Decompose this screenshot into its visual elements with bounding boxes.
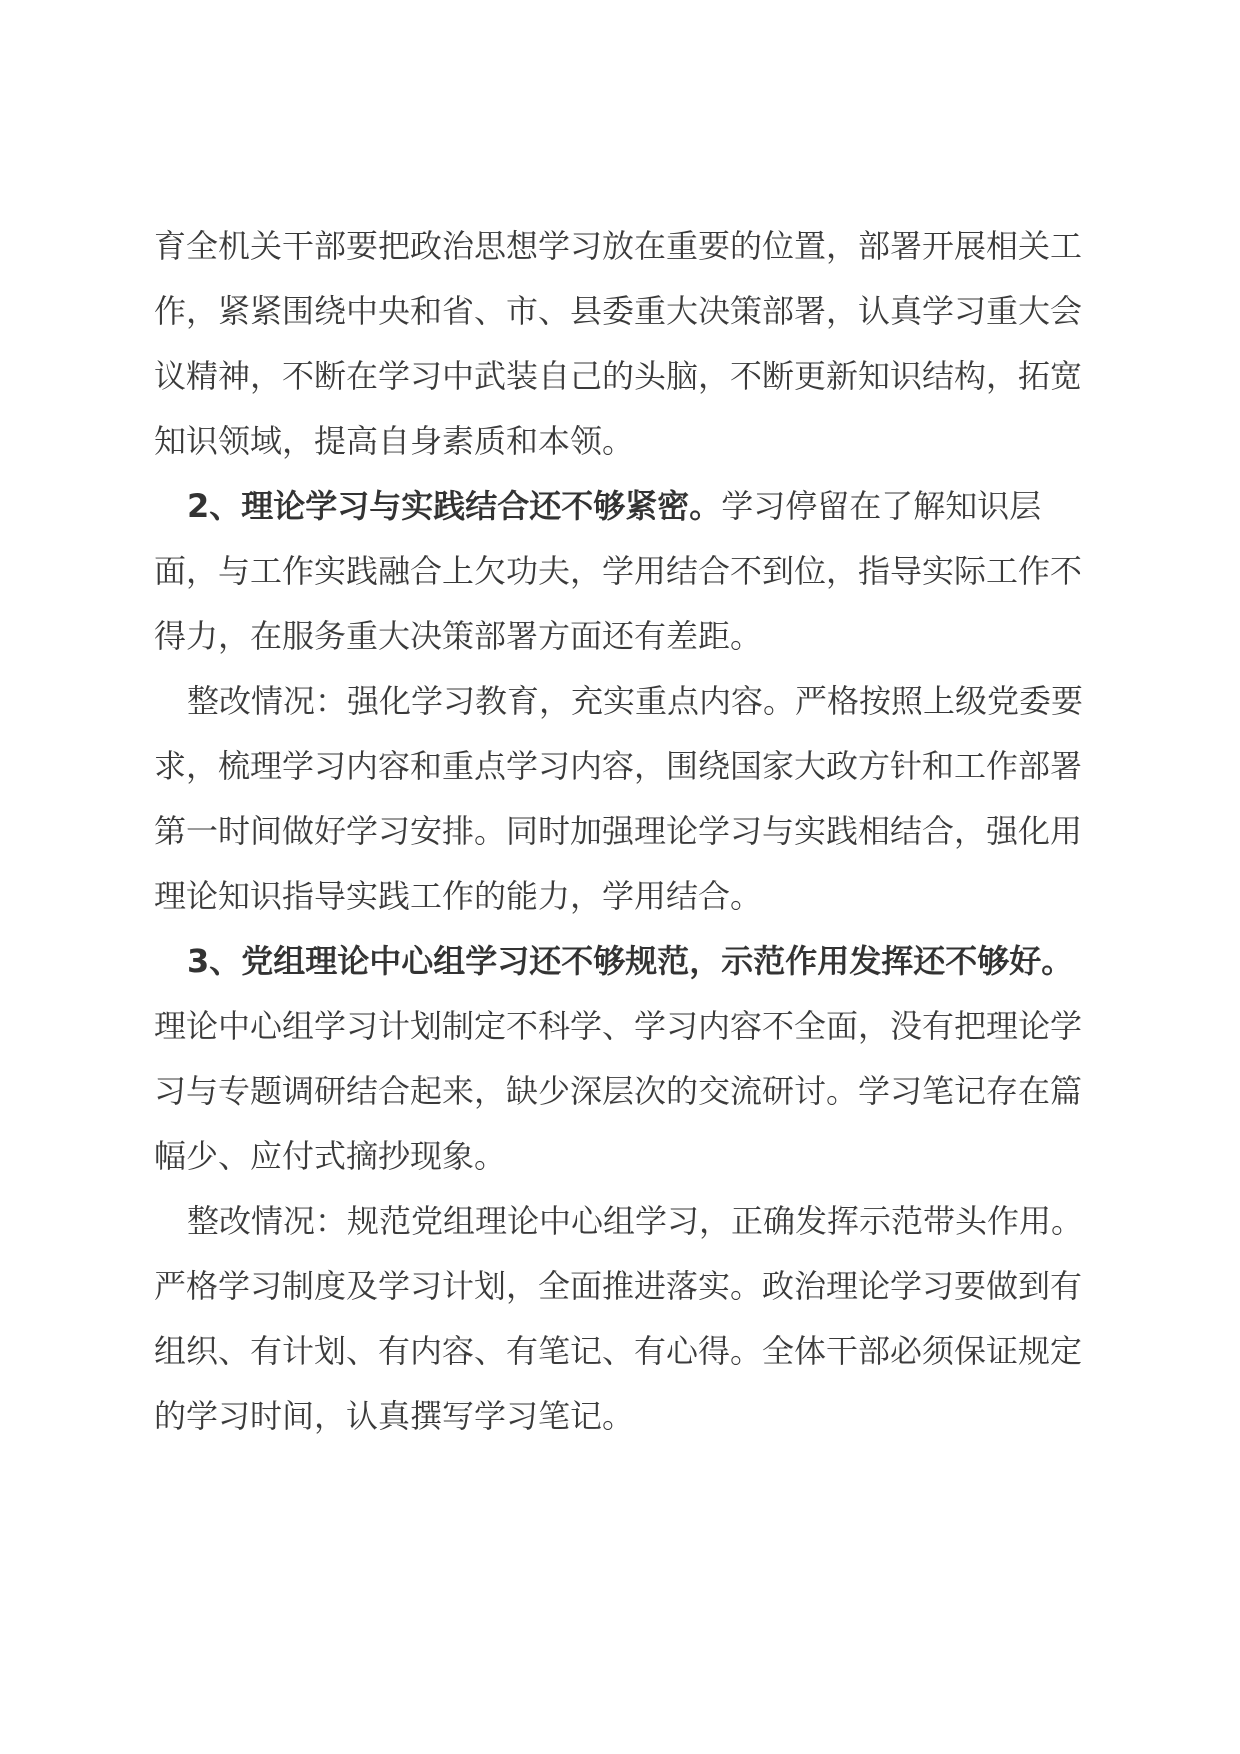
document-body xyxy=(154,214,1094,1449)
paragraph-issue-2 xyxy=(154,474,1094,669)
paragraph-text: 学习停留在了解知识层面，与工作实践融合上欠功夫，学用结合不到位，指导实际工作不得力，在服务重大决策部署方面还有差距。 xyxy=(154,487,1083,655)
paragraph-rectification-3 xyxy=(154,1189,1094,1449)
paragraph-text: 理论中心组学习计划制定不科学、学习内容不全面，没有把理论学习与专题调研结合起来，缺少深层次的交流研讨。学习笔记存在篇幅少、应付式摘抄现象。 xyxy=(154,1007,1083,1175)
paragraph-text: 整改情况：规范党组理论中心组学习，正确发挥示范带头作用。严格学习制度及学习计划，全面推进落实。政治理论学习要做到有组织、有计划、有内容、有笔记、有心得。全体干部必须保证规定的学习时间，认真撰写学习笔记。 xyxy=(154,1202,1084,1435)
paragraph-issue-3 xyxy=(154,929,1094,1189)
paragraph-text: 育全机关干部要把政治思想学习放在重要的位置，部署开展相关工作，紧紧围绕中央和省、市、县委重大决策部署，认真学习重大会议精神，不断在学习中武装自己的头脑，不断更新知识结构，拓宽知识领域，提高自身素质和本领。 xyxy=(154,227,1083,460)
issue-heading-3: 3、党组理论中心组学习还不够规范，示范作用发挥还不够好。 xyxy=(187,942,1074,980)
paragraph-continuation xyxy=(154,214,1094,474)
paragraph-text: 整改情况：强化学习教育，充实重点内容。严格按照上级党委要求，梳理学习内容和重点学习内容，围绕国家大政方针和工作部署第一时间做好学习安排。同时加强理论学习与实践相结合，强化用理论知识指导实践工作的能力，学用结合。 xyxy=(154,682,1084,915)
paragraph-rectification-2 xyxy=(154,669,1094,929)
issue-heading-2: 2、理论学习与实践结合还不够紧密。 xyxy=(187,487,722,525)
